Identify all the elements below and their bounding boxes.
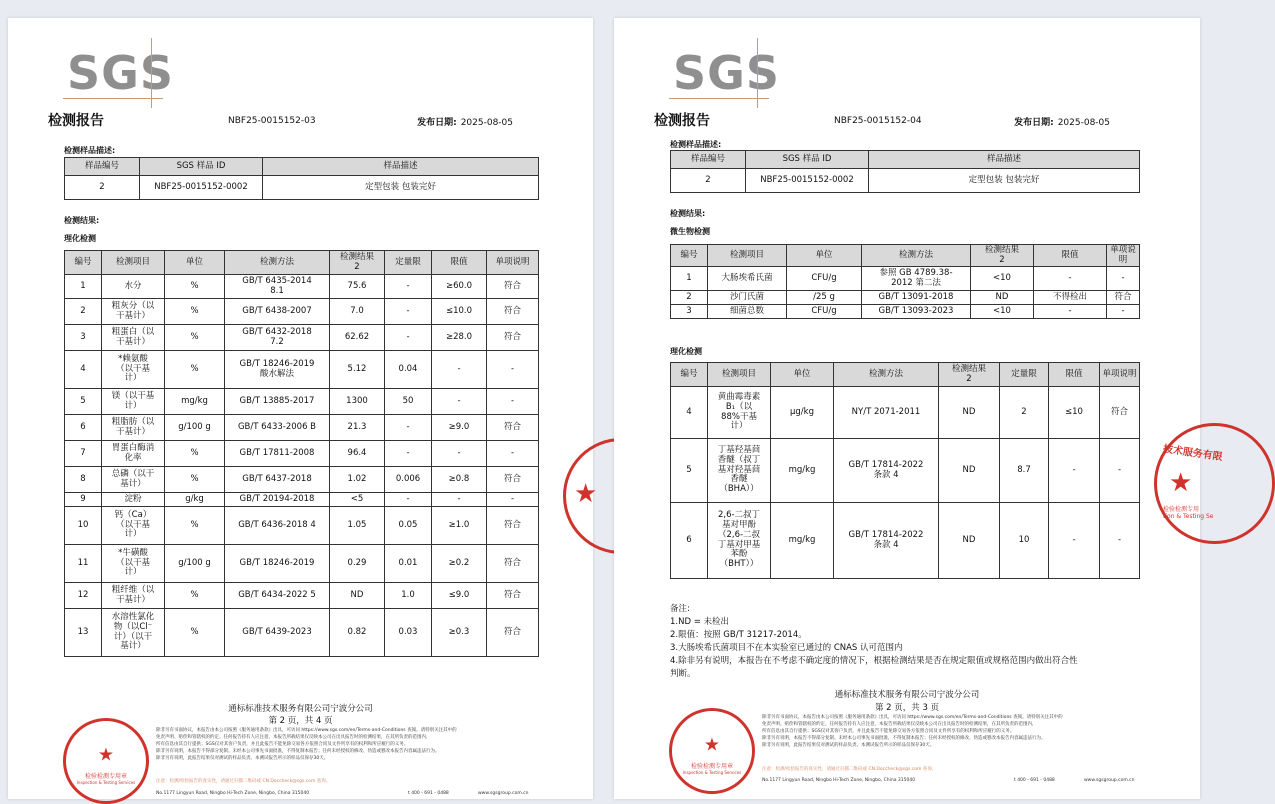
sample-table: 样品编号 SGS 样品 ID 样品描述 2 NBF25-0015152-0002 定型包装 包装完好 [670, 150, 1140, 193]
table-cell: GB/T 6435-2014 8.1 [225, 275, 330, 299]
table-cell: % [165, 467, 225, 493]
report-number: NBF25-0015152-04 [834, 116, 922, 126]
table-cell: ≥1.0 [432, 507, 487, 545]
sgs-logo [669, 38, 781, 108]
table-cell: 粗脂肪（以 干基计） [102, 415, 165, 441]
table-cell: <5 [330, 493, 385, 507]
report-number: NBF25-0015152-03 [228, 116, 316, 126]
table-cell: 符合 [1107, 291, 1140, 305]
table-cell: g/kg [165, 493, 225, 507]
table-cell: 大肠埃希氏菌 [708, 267, 787, 291]
table-cell: 5 [671, 439, 708, 503]
chem-results-table: 编号 检测项目 单位 检测方法 检测结果 2 定量限 限值 单项说明 4 黄曲霉毒素 B₁（以 88%干基 计） μg/kg NY/T 2071-2011 ND 2 ≤10 符合 5 丁基羟基茴 香醚（叔丁 基对羟基茴 香醚 （BHA）） mg/kg GB/T 17814-2022 条款 4 ND 8.7 - - 6 2,6-二叔丁 基对甲酚 （2,6-二叔 丁基对甲基 苯酚 （BHT）） mg/kg GB/T 17814-2022 条款 4 ND 10 - - [670, 362, 1140, 579]
table-cell: 3 [671, 305, 708, 319]
table-cell: - [385, 415, 432, 441]
result-section-title: 检测结果: [670, 209, 706, 218]
table-row [65, 351, 539, 389]
table-cell: GB/T 17811-2008 [225, 441, 330, 467]
table-cell: 11 [65, 545, 102, 583]
table-cell: GB/T 13885-2017 [225, 389, 330, 415]
table-cell: GB/T 6437-2018 [225, 467, 330, 493]
table-cell: 符合 [487, 415, 539, 441]
table-cell: 0.01 [385, 545, 432, 583]
verify-note: 注意：检测/检验报告的真实性，请通过扫描二维码或 CN.Doccheck@sgs.com 查询。 [762, 767, 937, 772]
table-row [65, 545, 539, 583]
table-cell: GB/T 13091-2018 [862, 291, 971, 305]
result-section-title: 检测结果: [64, 216, 100, 225]
table-cell: 粗灰分（以 干基计） [102, 299, 165, 325]
fine-print: 除非另有书面协议，本报告由本公司按照《服务通用条款》出具，可访问 https://www.sgs.com/en/Terms-and-Conditions 查阅。请特别关注其中的 免责声明、赔偿和管辖权的约定。任何报告持有人应注意，本报告所载结果仅反映本公司在出具报告时的检测结果，在其所负责的范围内， 所有信息由其自行提供；SGS仅对其客户负责，并且此报告不能免除交易各方依照合同及文件所享有的权利和所应履行的义务。 除非另有说明，本报告不得部分复制。未经本公司事先书面批准，不得复制本报告；任何未经授权的修改、伪造或篡改本报告内容属违法行为。 除非另有说明，此报告结果仅对测试的样品负责。本测试报告所示的样品仅保存30天。 [156, 728, 457, 761]
table-row [671, 503, 1140, 579]
table-cell: 0.82 [330, 609, 385, 657]
table-cell: GB/T 6439-2023 [225, 609, 330, 657]
table-cell: 符合 [487, 275, 539, 299]
sgs-logo [63, 38, 175, 108]
table-cell: GB/T 17814-2022 条款 4 [834, 503, 939, 579]
table-cell: *牛磺酸 （以干基 计） [102, 545, 165, 583]
table-cell: 7.0 [330, 299, 385, 325]
table-cell: GB/T 18246-2019 [225, 545, 330, 583]
table-cell: GB/T 20194-2018 [225, 493, 330, 507]
edge-seal-right: 技术服务有限 ★ 检验检测专用 tion & Testing Se [1154, 423, 1275, 544]
table-cell: % [165, 507, 225, 545]
issue-date: 发布日期: 2025-08-05 [417, 118, 513, 128]
table-cell: <10 [971, 305, 1034, 319]
table-cell: 2 [1000, 387, 1049, 439]
table-cell: % [165, 299, 225, 325]
table-cell: 0.05 [385, 507, 432, 545]
table-row [65, 507, 539, 545]
star-icon: ★ [1169, 468, 1193, 498]
table-cell: - [487, 351, 539, 389]
sample-section-title: 检测样品描述: [670, 140, 722, 149]
table-cell: 总磷（以干 基计） [102, 467, 165, 493]
table-cell: - [385, 441, 432, 467]
table-cell: 1.02 [330, 467, 385, 493]
table-cell: 2 [671, 291, 708, 305]
table-cell: - [432, 389, 487, 415]
website: www.sgsgroup.com.cn [478, 791, 529, 796]
table-cell: 水溶性氯化 物（以Cl⁻ 计）（以干 基计） [102, 609, 165, 657]
table-cell: ND [939, 503, 1000, 579]
table-cell: 黄曲霉毒素 B₁（以 88%干基 计） [708, 387, 771, 439]
table-cell: 钙（Ca） （以干基 计） [102, 507, 165, 545]
official-seal: ★ 检验检测专用章 Inspection & Testing Services [63, 718, 149, 804]
table-cell: GB/T 13093-2023 [862, 305, 971, 319]
chem-section-title: 理化检测 [64, 234, 96, 243]
table-cell: g/100 g [165, 415, 225, 441]
chem-section-title: 理化检测 [670, 347, 702, 356]
table-cell: 淀粉 [102, 493, 165, 507]
table-cell: /25 g [787, 291, 862, 305]
table-row [65, 609, 539, 657]
address: No.1177 Lingyun Road, Ningbo Hi-Tech Zone, Ningbo, China 315040 [156, 791, 310, 796]
table-cell: 9 [65, 493, 102, 507]
table-cell: 3 [65, 325, 102, 351]
table-cell: 粗蛋白（以 干基计） [102, 325, 165, 351]
page-info: 第 2 页，共 3 页 [874, 703, 940, 713]
micro-section-title: 微生物检测 [670, 227, 710, 236]
table-cell: - [1107, 305, 1140, 319]
page-info: 第 2 页，共 4 页 [268, 716, 333, 726]
table-cell: *赖氨酸 （以干基 计） [102, 351, 165, 389]
table-cell: mg/kg [771, 503, 834, 579]
report-title: 检测报告 [48, 113, 104, 129]
table-cell: 1300 [330, 389, 385, 415]
table-cell: % [165, 275, 225, 299]
table-cell: 0.29 [330, 545, 385, 583]
table-cell: 参照 GB 4789.38- 2012 第二法 [862, 267, 971, 291]
phone: t 400 - 691 - 0488 [1014, 778, 1055, 783]
table-cell: % [165, 441, 225, 467]
table-cell: 96.4 [330, 441, 385, 467]
table-row [65, 441, 539, 467]
report-title: 检测报告 [654, 113, 710, 129]
official-seal: ★ 检验检测专用章 Inspection & Testing Services [669, 708, 755, 794]
table-cell: GB/T 6434-2022 5 [225, 583, 330, 609]
table-cell: GB/T 6438-2007 [225, 299, 330, 325]
table-cell: GB/T 6436-2018 4 [225, 507, 330, 545]
table-row [65, 389, 539, 415]
table-cell: 8.7 [1000, 439, 1049, 503]
table-cell: 0.03 [385, 609, 432, 657]
table-cell: mg/kg [771, 439, 834, 503]
table-cell: - [385, 275, 432, 299]
table-cell: mg/kg [165, 389, 225, 415]
table-cell: 0.04 [385, 351, 432, 389]
star-icon: ★ [97, 744, 115, 766]
table-cell: 丁基羟基茴 香醚（叔丁 基对羟基茴 香醚 （BHA）） [708, 439, 771, 503]
table-cell: <10 [971, 267, 1034, 291]
table-cell: GB/T 18246-2019 酸水解法 [225, 351, 330, 389]
table-cell: ND [971, 291, 1034, 305]
table-cell: 21.3 [330, 415, 385, 441]
table-cell: - [385, 299, 432, 325]
sample-table: 样品编号 SGS 样品 ID 样品描述 2 NBF25-0015152-0002 定型包装 包装完好 [64, 157, 539, 200]
table-cell: NY/T 2071-2011 [834, 387, 939, 439]
edge-seal-left: ★ [563, 438, 679, 554]
table-cell: 1 [65, 275, 102, 299]
logo-text: SGS [67, 46, 175, 100]
table-cell: GB/T 6432-2018 7.2 [225, 325, 330, 351]
table-cell: ≥9.0 [432, 415, 487, 441]
micro-results-table: 编号 检测项目 单位 检测方法 检测结果 2 限值 单项说明 1 大肠埃希氏菌 CFU/g 参照 GB 4789.38- 2012 第二法 <10 - - 2 沙门氏菌 /25 g GB/T 13091-2018 ND 不得检出 符合 3 细菌总数 CFU/g GB/T 13093-2023 <10 - - [670, 244, 1140, 319]
table-cell: GB/T 17814-2022 条款 4 [834, 439, 939, 503]
table-cell: 6 [65, 415, 102, 441]
table-cell: 12 [65, 583, 102, 609]
table-row [65, 467, 539, 493]
table-cell: 75.6 [330, 275, 385, 299]
table-cell: 62.62 [330, 325, 385, 351]
table-cell: 符合 [487, 609, 539, 657]
table-cell: - [385, 493, 432, 507]
table-cell: 不得检出 [1034, 291, 1107, 305]
table-cell: 符合 [487, 299, 539, 325]
company-name: 通标标准技术服务有限公司宁波分公司 [228, 704, 373, 714]
notes: 备注: 1.ND = 未检出 2.限值：按照 GB/T 31217-2014。 3.大肠埃希氏菌项目不在本实验室已通过的 CNAS 认可范围内 4.除非另有说明，本报告在不考虑不确定度的情况下，根据检测结果是否在规定限值或规格范围内做出符合性 判断。 [670, 604, 1078, 679]
table-cell: 粗纤维（以 干基计） [102, 583, 165, 609]
table-cell: μg/kg [771, 387, 834, 439]
table-cell: 10 [65, 507, 102, 545]
table-cell: 胃蛋白酶消 化率 [102, 441, 165, 467]
chem-results-table: 编号 检测项目 单位 检测方法 检测结果 2 定量限 限值 单项说明 1 水分 % GB/T 6435-2014 8.1 75.6 - ≥60.0 符合 2 粗灰分（以 干基计） % GB/T 6438-2007 7.0 - ≤10.0 符合 3 粗蛋白（以 干基计） % GB/T 6432-2018 7.2 62.62 - ≥28.0 符合 4 *赖氨酸 （以干基 计） % GB/T 18246-2019 酸水解法 5.12 0.04 - - 5 镁（以干基 计） mg/kg GB/T 13885-2017 1300 50 - - 6 粗脂肪（以 干基计） g/100 g GB/T 6433-2006 B 21.3 - ≥9.0 符合 7 胃蛋白酶消 化率 % GB/T 17811-2008 96.4 - - - 8 总磷（以干 基计） % GB/T 6437-2018 1.02 0.006 ≥0.8 符合 9 淀粉 g/kg GB/T 20194-2018 <5 - - - 10 钙（Ca） （以干基 计） % GB/T 6436-2018 4 1.05 0.05 ≥1.0 符合 11 *牛磺酸 （以干基 计） g/100 g GB/T 18246-2019 0.29 0.01 ≥0.2 符合 12 粗纤维（以 干基计） % GB/T 6434-2022 5 ND 1.0 ≤9.0 符合 13 水溶性氯化 物（以Cl⁻ 计）（以干 基计） % GB/T 6439-2023 0.82 0.03 ≥0.3 符合 [64, 250, 539, 657]
table-cell: 水分 [102, 275, 165, 299]
table-cell: - [1049, 439, 1100, 503]
table-cell: ≥0.2 [432, 545, 487, 583]
table-cell: ND [939, 439, 1000, 503]
table-row [671, 305, 1140, 319]
table-cell: % [165, 325, 225, 351]
phone: t 400 - 691 - 0488 [408, 791, 449, 796]
report-page-right [614, 18, 1224, 799]
table-cell: ≥60.0 [432, 275, 487, 299]
table-cell: 50 [385, 389, 432, 415]
table-cell: - [1034, 267, 1107, 291]
table-cell: % [165, 351, 225, 389]
table-cell: ≥0.3 [432, 609, 487, 657]
table-row [65, 299, 539, 325]
table-cell: - [432, 441, 487, 467]
table-cell: 镁（以干基 计） [102, 389, 165, 415]
table-cell: 5.12 [330, 351, 385, 389]
table-cell: 10 [1000, 503, 1049, 579]
table-row [65, 415, 539, 441]
table-cell: ≤9.0 [432, 583, 487, 609]
star-icon: ★ [703, 734, 721, 756]
table-cell: 1.0 [385, 583, 432, 609]
table-cell: % [165, 583, 225, 609]
table-cell: GB/T 6433-2006 B [225, 415, 330, 441]
table-cell: ND [939, 387, 1000, 439]
table-cell: CFU/g [787, 305, 862, 319]
table-cell: ≤10 [1049, 387, 1100, 439]
verify-note: 注意：检测/检验报告的真实性，请通过扫描二维码或 CN.Doccheck@sgs.com 查询。 [156, 779, 331, 784]
report-page-left [8, 18, 598, 799]
table-row [671, 387, 1140, 439]
table-cell: 符合 [487, 545, 539, 583]
table-cell: - [432, 493, 487, 507]
logo-text: SGS [673, 46, 781, 100]
table-cell: 符合 [487, 583, 539, 609]
table-cell: 4 [65, 351, 102, 389]
table-row [671, 291, 1140, 305]
table-cell: - [1049, 503, 1100, 579]
company-name: 通标标准技术服务有限公司宁波分公司 [834, 690, 980, 700]
table-cell: - [487, 389, 539, 415]
table-cell: 沙门氏菌 [708, 291, 787, 305]
table-cell: 4 [671, 387, 708, 439]
table-cell: 8 [65, 467, 102, 493]
table-cell: 7 [65, 441, 102, 467]
table-cell: 0.006 [385, 467, 432, 493]
address: No.1177 Lingyun Road, Ningbo Hi-Tech Zone, Ningbo, China 315040 [762, 778, 916, 783]
table-cell: - [1034, 305, 1107, 319]
table-cell: 符合 [487, 467, 539, 493]
table-cell: 13 [65, 609, 102, 657]
table-row [671, 439, 1140, 503]
table-cell: % [165, 609, 225, 657]
table-cell: 6 [671, 503, 708, 579]
table-row [65, 583, 539, 609]
table-cell: - [1100, 439, 1140, 503]
table-cell: - [385, 325, 432, 351]
table-cell: - [487, 493, 539, 507]
table-cell: - [1107, 267, 1140, 291]
table-cell: g/100 g [165, 545, 225, 583]
table-cell: ≤10.0 [432, 299, 487, 325]
table-cell: ND [330, 583, 385, 609]
table-cell: 5 [65, 389, 102, 415]
table-cell: 细菌总数 [708, 305, 787, 319]
website: www.sgsgroup.com.cn [1084, 778, 1135, 783]
table-row [65, 275, 539, 299]
fine-print: 除非另有书面协议，本报告由本公司按照《服务通用条款》出具，可访问 https://www.sgs.com/en/Terms-and-Conditions 查阅。请特别关注其中的 免责声明、赔偿和管辖权的约定。任何报告持有人应注意，本报告所载结果仅反映本公司在出具报告时的检测结果，在其所负责的范围内， 所有信息由其自行提供；SGS仅对其客户负责，并且此报告不能免除交易各方依照合同及文件所享有的权利和所应履行的义务。 除非另有说明，本报告不得部分复制。未经本公司事先书面批准，不得复制本报告；任何未经授权的修改、伪造或篡改本报告内容属违法行为。 除非另有说明，此报告结果仅对测试的样品负责。本测试报告所示的样品仅保存30天。 [762, 715, 1063, 748]
table-cell: CFU/g [787, 267, 862, 291]
table-cell: - [432, 351, 487, 389]
table-cell: 符合 [1100, 387, 1140, 439]
table-row [671, 267, 1140, 291]
issue-date: 发布日期: 2025-08-05 [1014, 118, 1110, 128]
table-cell: ≥28.0 [432, 325, 487, 351]
table-cell: - [487, 441, 539, 467]
table-cell: ≥0.8 [432, 467, 487, 493]
table-cell: 符合 [487, 325, 539, 351]
table-cell: - [1100, 503, 1140, 579]
sample-section-title: 检测样品描述: [64, 146, 116, 155]
table-cell: 1 [671, 267, 708, 291]
table-cell: 2,6-二叔丁 基对甲酚 （2,6-二叔 丁基对甲基 苯酚 （BHT）） [708, 503, 771, 579]
table-cell: 1.05 [330, 507, 385, 545]
table-row [65, 493, 539, 507]
table-row [65, 325, 539, 351]
table-cell: 2 [65, 299, 102, 325]
table-cell: 符合 [487, 507, 539, 545]
